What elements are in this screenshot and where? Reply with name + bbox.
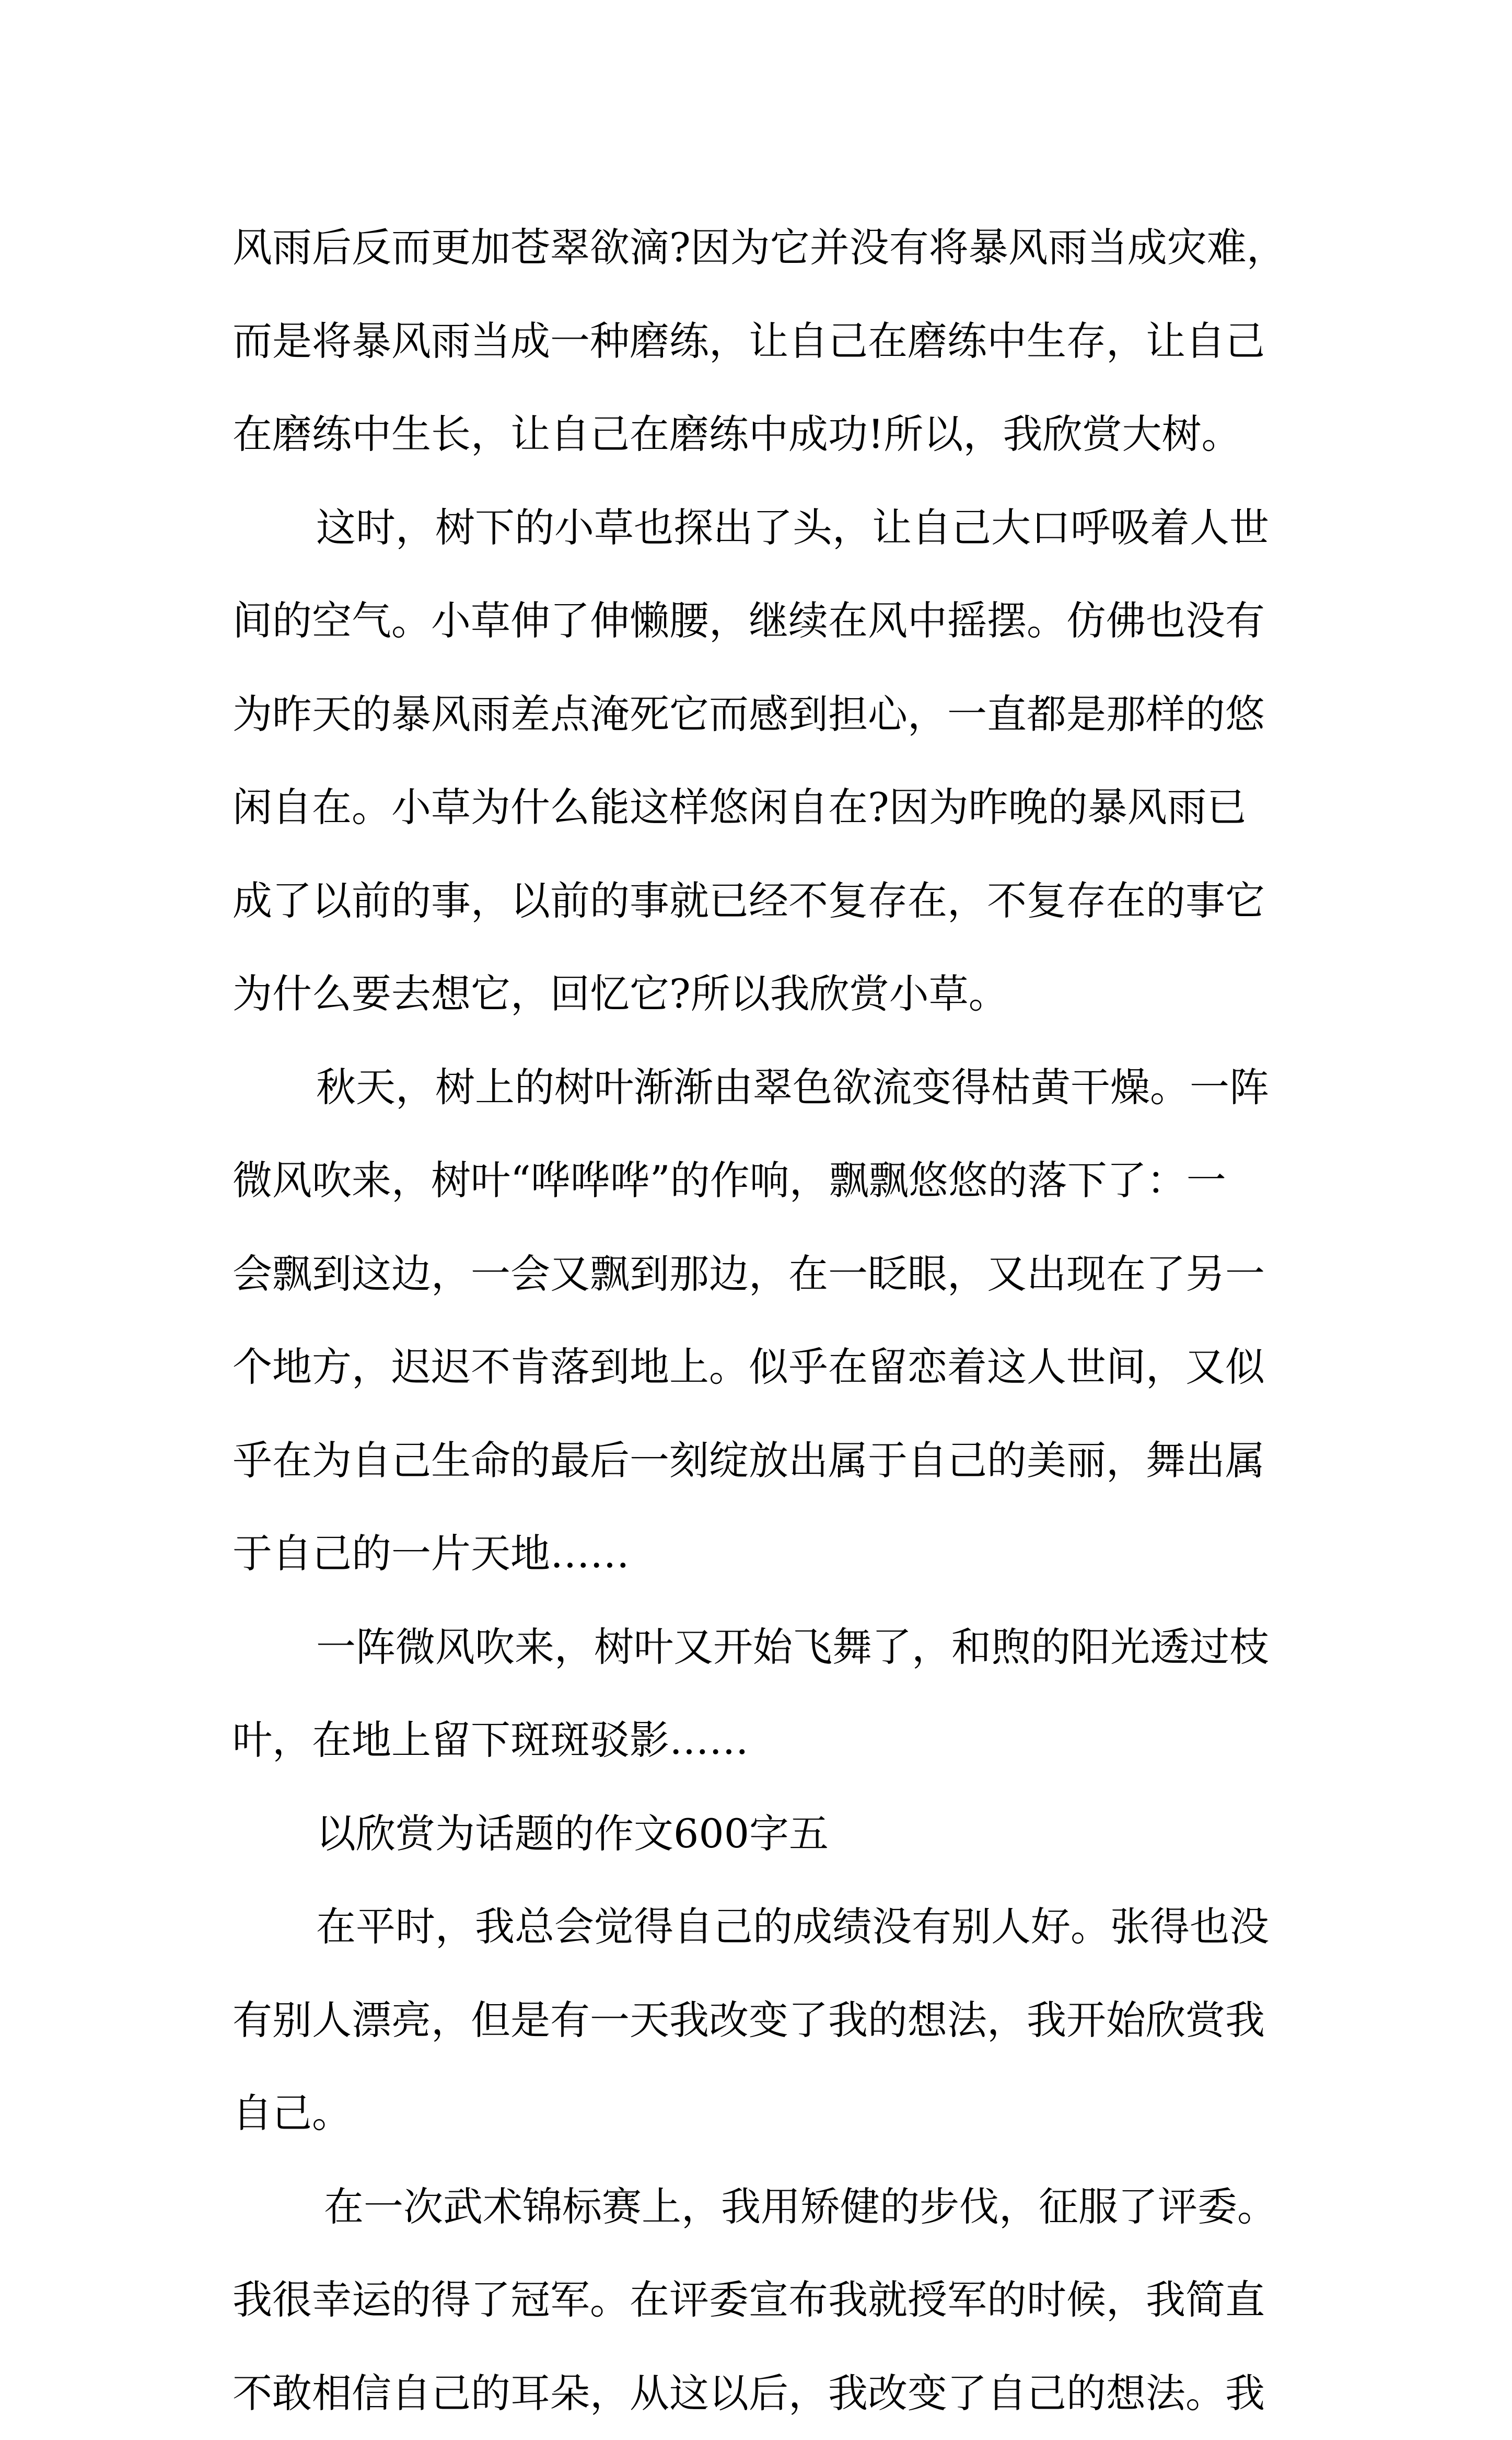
paragraph-first-line: 在一次武术锦标赛上，我用矫健的步伐，征服了评委。 (232, 2160, 1298, 2254)
text-line: 乎在为自己生命的最后一刻绽放出属于自己的美丽，舞出属 (232, 1414, 1298, 1508)
text-line: 为什么要去想它，回忆它?所以我欣赏小草。 (232, 947, 1298, 1041)
text-line: 微风吹来，树叶“哗哗哗”的作响，飘飘悠悠的落下了：一 (232, 1134, 1298, 1228)
text-line: 自己。 (232, 2067, 1298, 2160)
paragraph-first-line: 秋天，树上的树叶渐渐由翠色欲流变得枯黄干燥。一阵 (232, 1041, 1298, 1135)
text-line: 我很幸运的得了冠军。在评委宣布我就授军的时候，我简直 (232, 2253, 1298, 2347)
text-line: 为昨天的暴风雨差点淹死它而感到担心，一直都是那样的悠 (232, 668, 1298, 761)
text-line: 个地方，迟迟不肯落到地上。似乎在留恋着这人世间，又似 (232, 1321, 1298, 1414)
text-line: 有别人漂亮，但是有一天我改变了我的想法，我开始欣赏我 (232, 1974, 1298, 2067)
text-line: 成了以前的事，以前的事就已经不复存在，不复存在的事它 (232, 854, 1298, 948)
text-line: 会飘到这边，一会又飘到那边，在一眨眼，又出现在了另一 (232, 1228, 1298, 1321)
text-line: 风雨后反而更加苍翠欲滴?因为它并没有将暴风雨当成灾难， (232, 201, 1298, 295)
text-line: 不敢相信自己的耳朵，从这以后，我改变了自己的想法。我 (232, 2347, 1298, 2440)
text-line: 在磨练中生长，让自己在磨练中成功!所以，我欣赏大树。 (232, 388, 1298, 481)
text-line: 间的空气。小草伸了伸懒腰，继续在风中摇摆。仿佛也没有 (232, 574, 1298, 668)
paragraph-first-line: 在平时，我总会觉得自己的成绩没有别人好。张得也没 (232, 1880, 1298, 1974)
paragraph-first-line: 这时，树下的小草也探出了头，让自己大口呼吸着人世 (232, 481, 1298, 575)
text-line: 而是将暴风雨当成一种磨练，让自己在磨练中生存，让自己 (232, 295, 1298, 388)
section-heading: 以欣赏为话题的作文600字五 (232, 1787, 1298, 1881)
text-line: 叶，在地上留下斑斑驳影…… (232, 1694, 1298, 1787)
text-line: 闲自在。小草为什么能这样悠闲自在?因为昨晚的暴风雨已 (232, 761, 1298, 854)
text-line: 于自己的一片天地…… (232, 1507, 1298, 1601)
document-body (232, 201, 1298, 2440)
paragraph-first-line: 一阵微风吹来，树叶又开始飞舞了，和煦的阳光透过枝 (232, 1601, 1298, 1694)
